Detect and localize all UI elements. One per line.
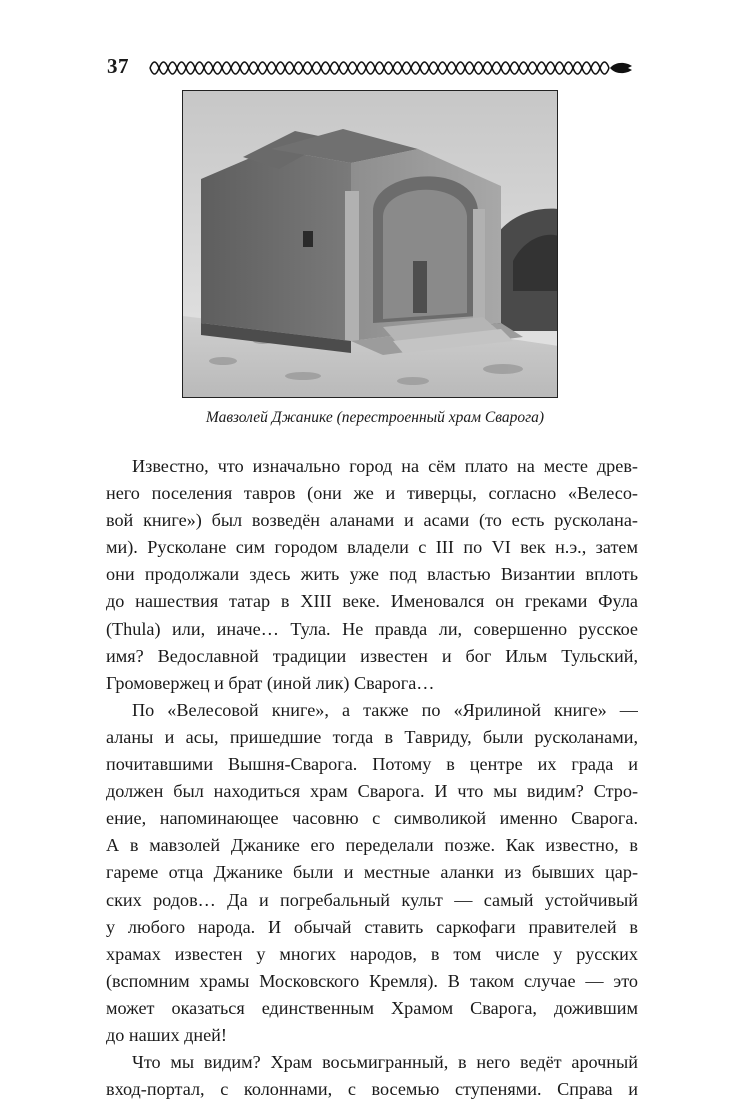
ornament-tip-icon	[610, 63, 632, 73]
text-line: Что мы видим? Храм восьмигранный, в него ведёт арочный	[132, 1052, 638, 1073]
text-line: Известно, что изначально город на сём плато на месте древ-	[132, 456, 638, 476]
text-line: должен был находиться храм Сварога. И что мы видим? Стро-	[106, 781, 638, 802]
text-line: храмах известен у многих народов, в том числе у русских	[106, 943, 638, 964]
header-ornament	[148, 58, 634, 78]
text-line: вой книге») был возведён аланами и асами (то есть русколана-	[106, 510, 638, 531]
text-line: ение, напоминающее часовню с символикой именно Сварога.	[106, 808, 638, 829]
text-line: у любого народа. И обычай ставить саркофаги правителей в	[106, 916, 638, 937]
mausoleum-photo	[182, 90, 558, 398]
text-line: ских родов… Да и погребальный культ — самый устойчивый	[106, 889, 638, 910]
text-line: почитавшими Вышня-Сварога. Потому в центре их града и	[106, 754, 638, 775]
text-line: него поселения тавров (они же и тиверцы, согласно «Велесо-	[106, 483, 638, 504]
text-line: они продолжали здесь жить уже под властью Византии вплоть	[106, 564, 638, 585]
text-line: аланы и асы, пришедшие тогда в Тавриду, были русколанами,	[106, 726, 638, 747]
text-line: Громовержец и брат (иной лик) Сварога…	[106, 672, 435, 693]
text-line: (вспомним храмы Московского Кремля). В таком случае — это	[106, 970, 638, 991]
text-line: до нашествия татар в XIII веке. Именовался он греками Фула	[106, 591, 638, 612]
text-line: вход-портал, с колоннами, с восемью ступенями. Справа и	[106, 1079, 638, 1100]
text-line: может оказаться единственным Храмом Сварога, дожившим	[106, 997, 638, 1018]
text-line: ми). Русколане сим городом владели с III по VI век н.э., затем	[106, 537, 638, 558]
text-line: (Thula) или, иначе… Тула. Не правда ли, совершенно русское	[106, 618, 638, 639]
text-line: По «Велесовой книге», а также по «Ярилиной книге» —	[132, 699, 638, 720]
text-line: гареме отца Джанике были и местные аланки из бывших цар-	[106, 862, 638, 883]
text-line: до наших дней!	[106, 1024, 227, 1045]
figure-caption: Мавзолей Джанике (перестроенный храм Сварога)	[205, 409, 545, 426]
text-line: А в мавзолей Джанике его переделали позже. Как известно, в	[106, 835, 638, 856]
text-line: имя? Ведославной традиции известен и бог Ильм Тульский,	[106, 645, 638, 666]
body-text	[106, 453, 638, 1103]
page-number: 37	[107, 54, 129, 78]
